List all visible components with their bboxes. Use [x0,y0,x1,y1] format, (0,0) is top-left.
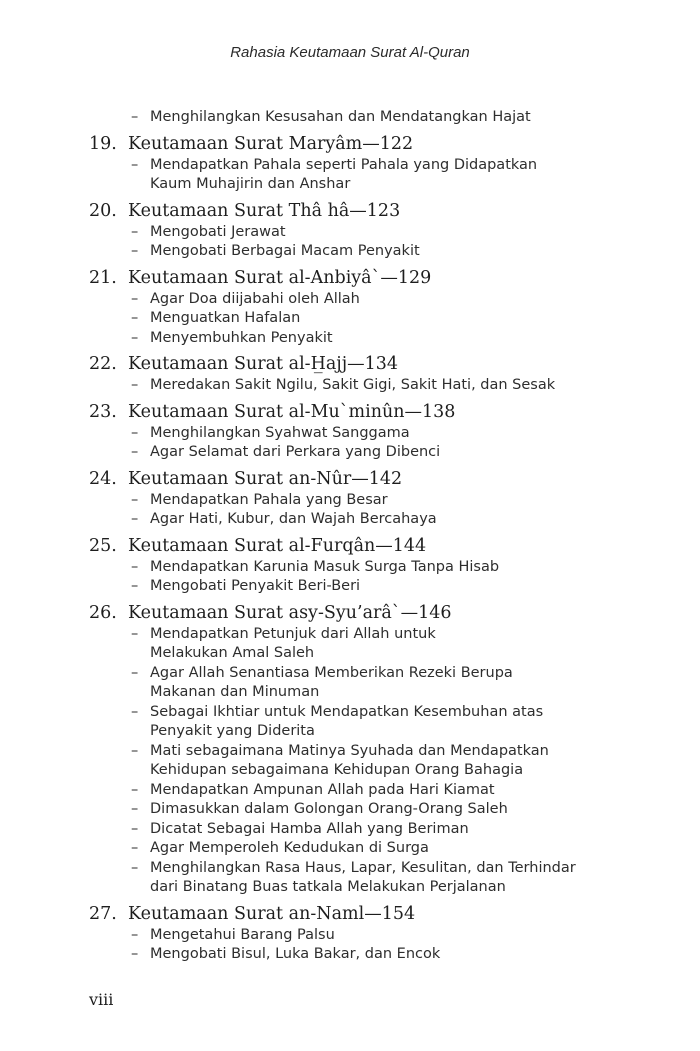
bullet-dash: – [131,664,139,681]
toc-subitem-text: Menguatkan Hafalan [150,310,301,326]
toc-entry-heading [0,200,700,223]
bullet-dash: – [131,801,139,817]
toc-subitem [0,781,700,801]
toc-subitem [0,742,700,781]
bullet-dash: – [131,781,139,798]
toc-page-number: 144 [392,535,427,556]
toc-entry [0,133,700,195]
toc-subitem [0,223,700,243]
toc-entry-heading [0,353,700,376]
toc-subitem-text: Menghilangkan Syahwat Sanggama [150,424,410,441]
bullet-dash: – [131,156,139,173]
toc-subitem [0,376,700,396]
toc-subitem [0,577,700,597]
toc-subitem [0,290,700,310]
toc-subitem-text: Mengetahui Barang Palsu [150,926,335,943]
toc-subitem [0,424,700,444]
toc-subitem-text: Mengobati Jerawat [150,223,286,240]
toc-subitem-text: Agar Hati, Kubur, dan Wajah Bercahaya [150,511,437,527]
toc-subitem-text: Dimasukkan dalam Golongan Orang-Orang Saleh [150,801,508,817]
toc-subitem [0,108,700,128]
toc-subitem-text: Agar Doa diijabahi oleh Allah [150,290,360,307]
toc-entry-number: 19. [89,133,117,154]
toc-subitem-text: Mendapatkan Ampunan Allah pada Hari Kiamat [150,781,495,798]
table-of-contents [0,108,700,965]
toc-subitem [0,859,700,898]
toc-entry [0,535,700,597]
toc-subitem [0,558,700,578]
toc-subitem-text: Dicatat Sebagai Hamba Allah yang Beriman [150,820,469,837]
em-dash-separator: — [349,200,367,221]
toc-entry [0,468,700,530]
toc-entry-number: 27. [89,903,117,924]
toc-page-number: 123 [366,200,401,221]
toc-subitem [0,820,700,840]
toc-entry-heading [0,133,700,156]
toc-subitem-list [0,625,700,898]
toc-subitem-text: Mati sebagaimana Matinya Syuhada dan Mendapatkan Kehidupan sebagaimana Kehidupan Orang Bahagia [150,742,549,778]
toc-subitem [0,926,700,946]
toc-subitem-list [0,156,700,195]
toc-entry-heading [0,903,700,926]
toc-subitem [0,443,700,463]
toc-subitem [0,491,700,511]
toc-entry-number: 25. [89,535,117,556]
toc-subitem-text: Agar Selamat dari Perkara yang Dibenci [150,444,441,460]
toc-subitem-list [0,926,700,965]
em-dash-separator: — [347,354,365,374]
toc-subitem [0,945,700,965]
toc-entry [0,903,700,965]
toc-subitem-list [0,491,700,530]
toc-page-number: 142 [368,468,403,489]
toc-subitem [0,839,700,859]
toc-subitem [0,309,700,329]
toc-entry [0,602,700,898]
bullet-dash: – [131,840,139,856]
toc-page-number: 146 [418,602,452,623]
toc-subitem-text: Menyembuhkan Penyakit [150,329,333,346]
running-head: Rahasia Keutamaan Surat Al-Quran [230,44,470,61]
toc-subitem-text: Mendapatkan Pahala yang Besar [150,491,388,508]
toc-subitem [0,703,700,742]
toc-subitem-list [0,376,700,396]
toc-entry-title: Keutamaan Surat Maryâm [128,133,363,154]
toc-subitem-text: Mengobati Berbagai Macam Penyakit [150,243,420,259]
toc-subitem-text: Agar Allah Senantiasa Memberikan Rezeki Berupa Makanan dan Minuman [150,664,513,700]
toc-subitem [0,242,700,262]
bullet-dash: – [131,625,139,642]
bullet-dash: – [131,444,139,460]
toc-subitem-text: Agar Memperoleh Kedudukan di Surga [150,840,429,856]
bullet-dash: – [131,329,139,346]
toc-subitem [0,156,700,195]
bullet-dash: – [131,859,139,876]
toc-subitem-list [0,424,700,463]
bullet-dash: – [131,109,139,125]
toc-entry-heading [0,602,700,625]
toc-subitem-text: Meredakan Sakit Ngilu, Sakit Gigi, Sakit Hati, dan Sesak [150,377,556,393]
toc-subitem [0,510,700,530]
page-number: viii [89,990,114,1009]
toc-subitem [0,329,700,349]
toc-entry-heading [0,267,700,290]
toc-entry [0,200,700,262]
bullet-dash: – [131,491,139,508]
toc-subitem-list [0,223,700,262]
bullet-dash: – [131,511,139,527]
em-dash-separator: — [375,535,393,556]
toc-entry-title: Keutamaan Surat al-Anbiyâ` [128,267,381,288]
toc-subitem-text: Sebagai Ikhtiar untuk Mendapatkan Kesembuhan atas Penyakit yang Diderita [150,703,544,739]
toc-subitem-text: Menghilangkan Kesusahan dan Mendatangkan Hajat [150,109,531,125]
toc-subitem-text: Mengobati Penyakit Beri-Beri [150,578,361,594]
toc-entry-title: Keutamaan Surat asy-Syu’arâ` [128,602,401,623]
bullet-dash: – [131,377,139,393]
bullet-dash: – [131,424,139,441]
toc-entry [0,401,700,463]
continued-items [0,108,700,128]
bullet-dash: – [131,742,139,759]
toc-subitem-text: Mendapatkan Karunia Masuk Surga Tanpa Hisab [150,558,500,575]
em-dash-separator: — [404,401,423,422]
toc-entry-number: 24. [89,468,117,489]
toc-entry-number: 22. [89,354,117,374]
em-dash-separator: — [400,602,419,623]
toc-entry [0,267,700,349]
toc-page-number: 129 [397,267,432,288]
toc-entry-title: Keutamaan Surat al-H̲ajj [128,354,348,374]
toc-entry-title: Keutamaan Surat al-Furqân [128,535,376,556]
bullet-dash: – [131,223,139,240]
toc-subitem [0,664,700,703]
toc-subitem [0,625,700,664]
toc-entry [0,353,700,396]
bullet-dash: – [131,243,139,259]
toc-subitem-text: Menghilangkan Rasa Haus, Lapar, Kesulitan, dan Terhindar dari Binatang Buas tatkala Melakukan Perjalanan [150,859,576,895]
bullet-dash: – [131,310,139,326]
toc-entry-number: 23. [89,401,117,422]
em-dash-separator: — [380,267,398,288]
toc-entry-number: 26. [89,602,117,623]
bullet-dash: – [131,820,139,837]
toc-page-number: 134 [364,354,399,374]
toc-page-number: 154 [381,903,416,924]
toc-entry-heading [0,535,700,558]
toc-entry-number: 21. [89,267,117,288]
toc-entry-heading [0,401,700,424]
toc-subitem-list [0,290,700,349]
toc-entry-title: Keutamaan Surat Thâ hâ [128,200,350,221]
toc-entry-title: Keutamaan Surat an-Naml [128,903,365,924]
toc-subitem-text: Mendapatkan Petunjuk dari Allah untuk Melakukan Amal Saleh [150,625,436,661]
bullet-dash: – [131,558,139,575]
toc-entry-number: 20. [89,200,117,221]
bullet-dash: – [131,703,139,720]
toc-subitem-text: Mendapatkan Pahala seperti Pahala yang Didapatkan Kaum Muhajirin dan Anshar [150,156,538,192]
toc-subitem-list [0,558,700,597]
bullet-dash: – [131,946,139,962]
em-dash-separator: — [364,903,382,924]
toc-subitem [0,800,700,820]
toc-subitem-text: Mengobati Bisul, Luka Bakar, dan Encok [150,946,441,962]
toc-page-number: 122 [379,133,414,154]
toc-entry-title: Keutamaan Surat an-Nûr [128,468,352,489]
bullet-dash: – [131,578,139,594]
bullet-dash: – [131,926,139,943]
em-dash-separator: — [362,133,380,154]
bullet-dash: – [131,290,139,307]
toc-entry-title: Keutamaan Surat al-Mu`minûn [128,401,405,422]
toc-page-number: 138 [422,401,456,422]
toc-entry-heading [0,468,700,491]
em-dash-separator: — [351,468,369,489]
